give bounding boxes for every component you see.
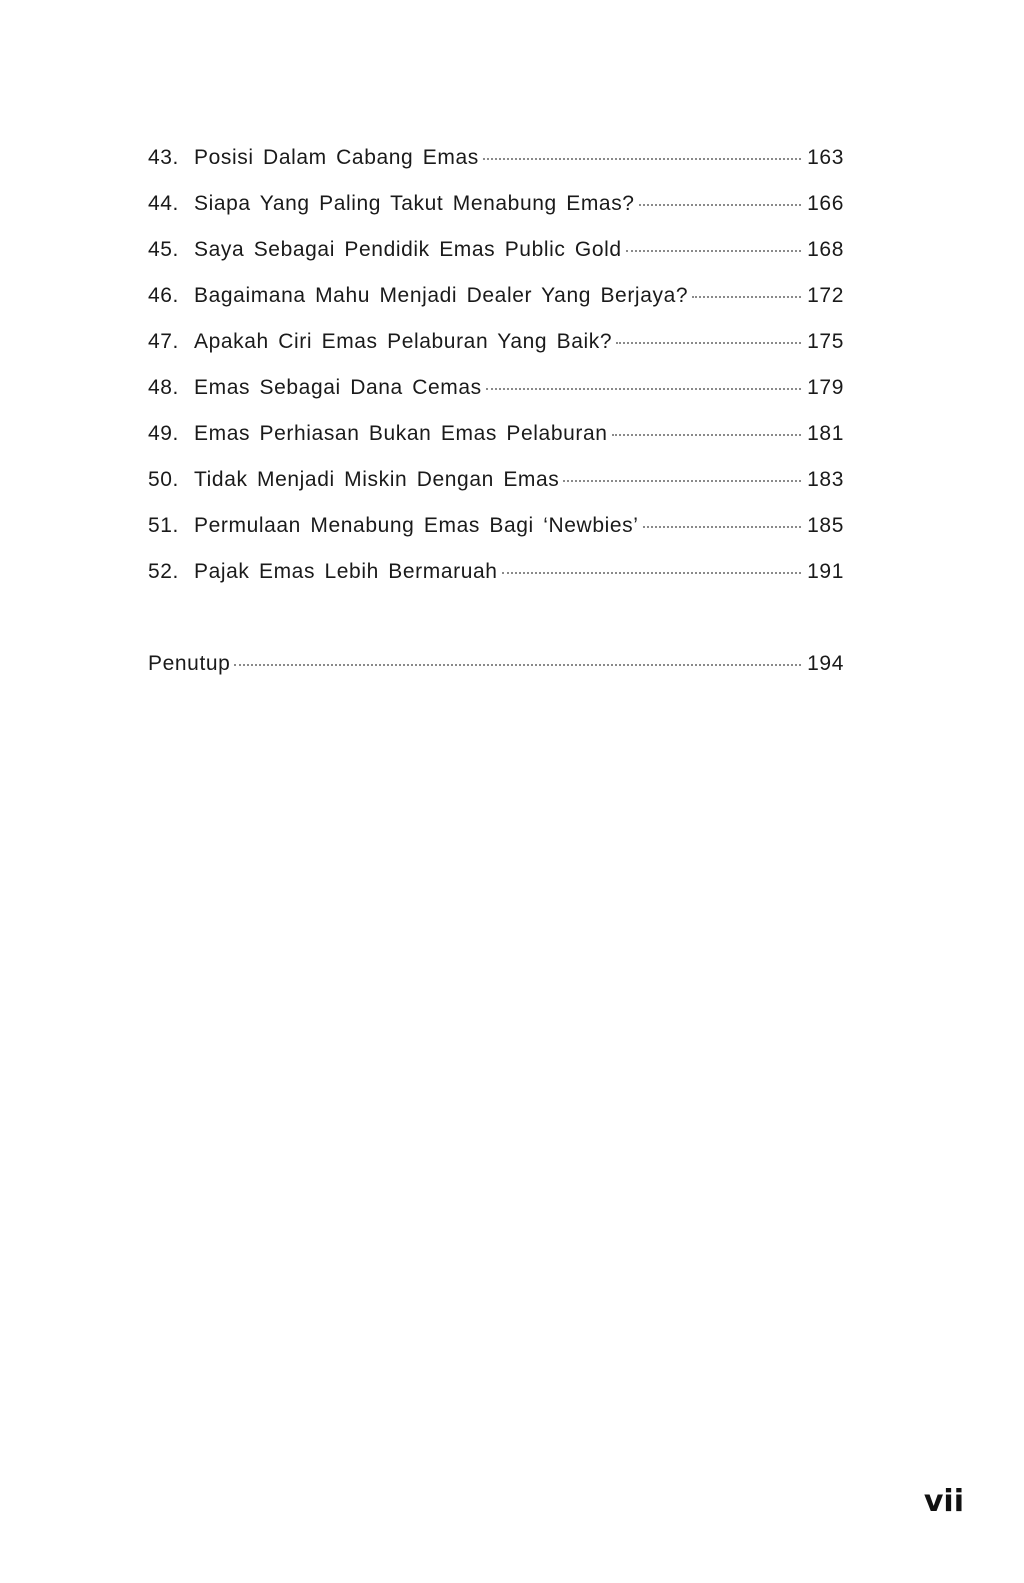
- toc-entry-49[interactable]: [148, 416, 844, 462]
- dot-leader: [486, 387, 801, 390]
- dot-leader: [483, 157, 801, 160]
- dot-leader: [234, 663, 801, 666]
- toc-entry-page: 194: [807, 652, 844, 675]
- toc-entry-number: 49.: [148, 422, 179, 445]
- toc-entry-52[interactable]: [148, 554, 844, 600]
- toc-entry-46[interactable]: [148, 278, 844, 324]
- toc-entry-43[interactable]: [148, 140, 844, 186]
- dot-leader: [692, 295, 801, 298]
- dot-leader: [502, 571, 802, 574]
- toc-entry-title: Penutup: [148, 652, 231, 675]
- toc-entry-page: 181: [807, 422, 844, 445]
- toc-entry-title: Saya Sebagai Pendidik Emas Public Gold: [194, 238, 622, 261]
- toc-entry-title: Permulaan Menabung Emas Bagi ‘Newbies’: [194, 514, 639, 537]
- toc-entry-page: 183: [807, 468, 844, 491]
- page-number: vii: [923, 1484, 964, 1519]
- toc-entry-page: 166: [807, 192, 844, 215]
- toc-entry-number: 47.: [148, 330, 179, 353]
- toc-entry-number: 43.: [148, 146, 179, 169]
- toc-entry-page: 163: [807, 146, 844, 169]
- toc-entry-number: 46.: [148, 284, 179, 307]
- toc-entry-title: Tidak Menjadi Miskin Dengan Emas: [194, 468, 560, 491]
- toc-entry-44[interactable]: [148, 186, 844, 232]
- toc-entry-title: Emas Sebagai Dana Cemas: [194, 376, 482, 399]
- dot-leader: [563, 479, 801, 482]
- toc-entry-penutup[interactable]: [148, 646, 844, 692]
- toc-entry-title: Apakah Ciri Emas Pelaburan Yang Baik?: [194, 330, 613, 353]
- toc-entry-45[interactable]: [148, 232, 844, 278]
- toc-entry-number: 51.: [148, 514, 179, 537]
- toc-entry-50[interactable]: [148, 462, 844, 508]
- toc-entry-page: 168: [807, 238, 844, 261]
- dot-leader: [612, 433, 802, 436]
- toc-entry-48[interactable]: [148, 370, 844, 416]
- toc-entry-page: 179: [807, 376, 844, 399]
- toc-entry-number: 44.: [148, 192, 179, 215]
- toc-entry-number: 52.: [148, 560, 179, 583]
- toc-entry-page: 191: [807, 560, 844, 583]
- toc-entry-number: 45.: [148, 238, 179, 261]
- toc-entry-title: Posisi Dalam Cabang Emas: [194, 146, 479, 169]
- toc-entry-title: Bagaimana Mahu Menjadi Dealer Yang Berjaya?: [194, 284, 689, 307]
- table-of-contents: [148, 140, 844, 692]
- toc-entry-title: Pajak Emas Lebih Bermaruah: [194, 560, 498, 583]
- toc-entry-title: Emas Perhiasan Bukan Emas Pelaburan: [194, 422, 608, 445]
- section-spacer: [148, 600, 844, 646]
- toc-entry-51[interactable]: [148, 508, 844, 554]
- toc-entry-page: 175: [807, 330, 844, 353]
- dot-leader: [643, 525, 802, 528]
- toc-entry-title: Siapa Yang Paling Takut Menabung Emas?: [194, 192, 635, 215]
- toc-entry-page: 172: [807, 284, 844, 307]
- toc-entry-number: 50.: [148, 468, 179, 491]
- toc-entry-number: 48.: [148, 376, 179, 399]
- dot-leader: [639, 203, 802, 206]
- toc-entry-47[interactable]: [148, 324, 844, 370]
- dot-leader: [616, 341, 801, 344]
- dot-leader: [626, 249, 801, 252]
- toc-entry-page: 185: [807, 514, 844, 537]
